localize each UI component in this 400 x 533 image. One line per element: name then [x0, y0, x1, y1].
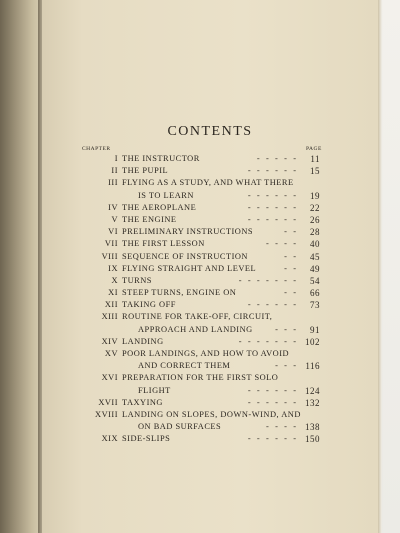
- toc-entry: [42, 275, 378, 287]
- page-number: 11: [310, 154, 320, 164]
- chapter-number: XIV: [101, 336, 118, 346]
- toc-entry: [42, 324, 378, 336]
- chapter-title: THE FIRST LESSON: [122, 239, 205, 249]
- chapter-title: LANDING ON SLOPES, DOWN-WIND, AND: [122, 409, 301, 419]
- chapter-title: IS TO LEARN: [138, 190, 194, 200]
- dot-leader: - - - - - -: [247, 434, 296, 444]
- dot-leader: - - - - - -: [247, 214, 296, 224]
- page-number: 138: [305, 422, 320, 433]
- chapter-title: THE ENGINE: [122, 214, 177, 224]
- chapter-number: XIX: [101, 434, 118, 444]
- toc-entry: [42, 202, 378, 214]
- dot-leader: - - - - - -: [247, 385, 296, 395]
- dot-leader: - - - - - -: [247, 397, 296, 407]
- chapter-title: POOR LANDINGS, AND HOW TO AVOID: [122, 349, 290, 358]
- dot-leader: - -: [284, 288, 296, 298]
- chapter-title: APPROACH AND LANDING: [138, 324, 253, 334]
- page-number: 54: [310, 275, 320, 286]
- book-binding: [0, 0, 42, 533]
- dot-leader: - -: [284, 251, 296, 261]
- chapter-title: THE INSTRUCTOR: [122, 154, 200, 163]
- chapter-title: FLYING STRAIGHT AND LEVEL: [122, 263, 257, 273]
- dot-leader: - - - - - -: [247, 166, 296, 176]
- chapter-title: ON BAD SURFACES: [138, 422, 222, 432]
- table-of-contents: [42, 153, 378, 446]
- chapter-number: XI: [108, 288, 118, 298]
- chapter-number: X: [111, 275, 118, 285]
- toc-entry: [42, 238, 378, 250]
- chapter-title: ROUTINE FOR TAKE-OFF, CIRCUIT,: [122, 312, 273, 322]
- chapter-title: LANDING: [122, 336, 164, 346]
- chapter-number: XIII: [101, 312, 118, 322]
- chapter-title: THE AEROPLANE: [122, 202, 197, 212]
- page-number: 49: [310, 263, 320, 274]
- toc-entry: [42, 433, 378, 445]
- toc-entry: [42, 153, 378, 165]
- chapter-number: XVII: [98, 397, 118, 407]
- page-number: 132: [305, 397, 320, 408]
- toc-entry: [42, 214, 378, 226]
- toc-entry: [42, 348, 378, 360]
- dot-leader: - - - - -: [256, 154, 296, 163]
- dot-leader: - -: [284, 227, 296, 237]
- dot-leader: - - -: [275, 361, 296, 371]
- page-number: 73: [310, 300, 320, 311]
- page-edge: [378, 0, 382, 533]
- dot-leader: - - -: [275, 324, 296, 334]
- chapter-number: VI: [108, 227, 118, 237]
- chapter-title: PRELIMINARY INSTRUCTIONS: [122, 227, 254, 237]
- page-number: 116: [305, 361, 320, 372]
- toc-entry: [42, 372, 378, 384]
- toc-entry: [42, 421, 378, 433]
- chapter-number: IX: [108, 263, 118, 273]
- page-number: 102: [305, 336, 320, 347]
- toc-entry: [42, 360, 378, 372]
- page-number: 19: [310, 190, 320, 201]
- toc-entry: [42, 165, 378, 177]
- page-number: 124: [305, 385, 320, 396]
- dot-leader: - -: [284, 263, 296, 273]
- page-number: 66: [310, 288, 320, 299]
- dot-leader: - - - - - -: [247, 300, 296, 310]
- chapter-number: III: [108, 178, 118, 188]
- chapter-number: I: [114, 154, 118, 163]
- chapter-title: TURNS: [122, 275, 152, 285]
- page-title: CONTENTS: [167, 124, 253, 139]
- chapter-title: PREPARATION FOR THE FIRST SOLO: [122, 373, 279, 383]
- toc-entry: [42, 385, 378, 397]
- chapter-title: FLIGHT: [138, 385, 171, 395]
- chapter-number: XV: [104, 349, 118, 358]
- toc-entry: [42, 311, 378, 323]
- toc-entry: [42, 287, 378, 299]
- chapter-number: V: [111, 214, 118, 224]
- chapter-column-header: CHAPTER: [82, 146, 111, 152]
- page-number: 150: [305, 434, 320, 445]
- dot-leader: - - - - - -: [247, 190, 296, 200]
- toc-entry: [42, 336, 378, 348]
- page-number: 22: [310, 202, 320, 213]
- page-number: 40: [310, 239, 320, 250]
- chapter-title: TAKING OFF: [122, 300, 176, 310]
- chapter-title: AND CORRECT THEM: [138, 361, 231, 371]
- page-number: 91: [310, 324, 320, 335]
- toc-entry: [42, 177, 378, 189]
- dot-leader: - - - -: [266, 422, 296, 432]
- chapter-number: VIII: [101, 251, 118, 261]
- toc-entry: [42, 299, 378, 311]
- book-page: [42, 0, 378, 533]
- toc-entry: [42, 397, 378, 409]
- page-number: 26: [310, 214, 320, 225]
- chapter-number: VII: [104, 239, 118, 249]
- page-number: 45: [310, 251, 320, 262]
- chapter-title: SIDE-SLIPS: [122, 434, 171, 444]
- chapter-title: TAXYING: [122, 397, 163, 407]
- chapter-number: XII: [104, 300, 118, 310]
- chapter-title: SEQUENCE OF INSTRUCTION: [122, 251, 248, 261]
- toc-entry: [42, 409, 378, 421]
- chapter-title: THE PUPIL: [122, 166, 169, 176]
- toc-entry: [42, 263, 378, 275]
- page-number: 15: [310, 166, 320, 177]
- dot-leader: - - - -: [266, 239, 296, 249]
- chapter-number: XVI: [101, 373, 118, 383]
- chapter-title: FLYING AS A STUDY, AND WHAT THERE: [122, 178, 294, 188]
- dot-leader: - - - - - - -: [238, 275, 296, 285]
- chapter-number: IV: [108, 202, 118, 212]
- chapter-number: XVIII: [95, 409, 118, 419]
- toc-entry: [42, 190, 378, 202]
- toc-entry: [42, 226, 378, 238]
- toc-entry: [42, 251, 378, 263]
- chapter-title: STEEP TURNS, ENGINE ON: [122, 288, 237, 298]
- page-column-header: PAGE: [306, 146, 322, 152]
- page-number: 28: [310, 227, 320, 238]
- dot-leader: - - - - - - -: [238, 336, 296, 346]
- dot-leader: - - - - - -: [247, 202, 296, 212]
- chapter-number: II: [111, 166, 118, 176]
